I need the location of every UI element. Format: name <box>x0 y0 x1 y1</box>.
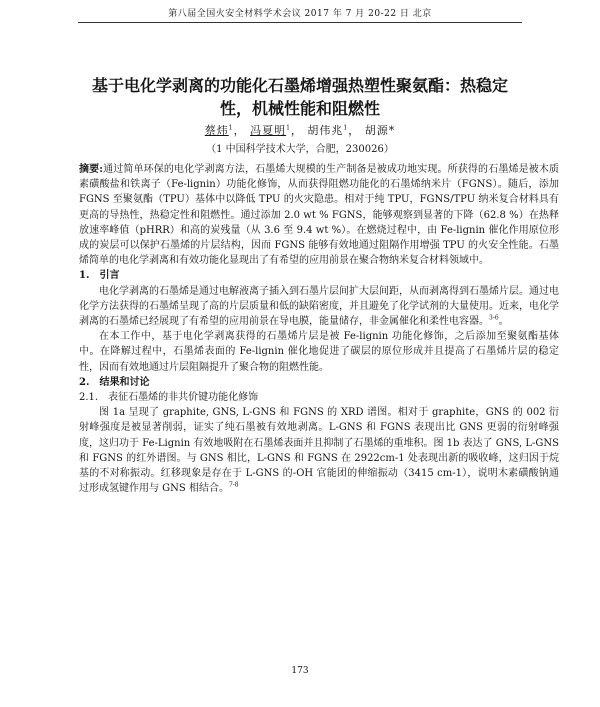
author-affiliation-mark: 1 <box>286 124 291 132</box>
author-name: 蔡炜 <box>204 124 229 137</box>
corresponding-author-mark: * <box>388 124 396 137</box>
author-name: 胡源 <box>364 124 389 137</box>
page-number: 173 <box>291 666 309 676</box>
citation: 3-6 <box>489 314 499 322</box>
running-header: 第八届全国火安全材料学术会议 2017 年 7 月 20-22 日 北京 <box>78 6 522 23</box>
abstract-label: 摘要: <box>79 164 103 175</box>
subsection-heading: 2.1. 表征石墨烯的非共价键功能化修饰 <box>79 392 259 404</box>
author-affiliation-mark: 1 <box>228 124 234 132</box>
intro-paragraph-1: 电化学剥离的石墨烯是通过电解液离子插入到石墨片层间扩大层间距，从而剥离得到石墨烯片层。通过电化学方法获得的石墨烯呈现了高的片层质量和低的缺陷密度，并且避免了化学试剂的大量使用。近来，电化学剥离的石墨烯已经展现了有希望的应用前景在导电膜，能量储存，非金属催化和柔性电容器。$^{3-6}$。 <box>79 285 559 328</box>
author-name: 胡伟兆 <box>307 124 344 137</box>
author-name: 冯夏明 <box>250 124 287 137</box>
paper-body <box>79 162 559 496</box>
abstract-text: 通过简单环保的电化学剥离方法，石墨烯大规模的生产制备是被成功地实现。所获得的石墨烯是被木质素磺酸盐和铁离子（Fe-lignin）功能化修饰，从而获得阻燃功能化的石墨烯纳米片（FGNS）。随后，添加 FGNS 至聚氨酯（TPU）基体中以降低 TPU 的火灾隐患。相对于纯 TPU，FGNS/TPU 纳米复合材料具有更高的导热性，热稳定性和阻燃性。通过添加 2.0 wt % FGNS，能够观察到显著的下降（62.8 %）在热释放速率峰值（pHRR）和高的炭残量（从 3.6 至 9.4 wt %）。在燃烧过程中，由 Fe-lignin 催化作用原位形成的炭层可以保护石墨烯的片层结构，因而 FGNS 能够有效地通过阻隔作用增强 TPU 的火安全性能。石墨烯简单的电化学剥离和有效功能化显现出了有希望的应用前景在聚合物纳米复合材料领域中。 <box>79 164 559 267</box>
intro-paragraph-2: 在本工作中，基于电化学剥离获得的石墨烯片层是被 Fe-lignin 功能化修饰，之后添加至聚氨酯基体中。在降解过程中，石墨烯表面的 Fe-lignin 催化地促进了碳层的原位形成并且提高了石墨烯片层的稳定性，因而有效地通过片层阻隔提升了聚合物的阻燃性能。 <box>79 331 559 373</box>
paper-title: 基于电化学剥离的功能化石墨烯增强热塑性聚氨酯：热稳定性，机械性能和阻燃性 <box>91 76 508 118</box>
section-heading-introduction: 1. 引言 <box>79 270 120 282</box>
citation: 7-8 <box>228 481 239 489</box>
results-paragraph-1: 图 1a 呈现了 graphite, GNS, L-GNS 和 FGNS 的 XRD 谱图。相对于 graphite，GNS 的 002 衍射峰强度是被显著削弱，证实了纯石墨被有效地剥离。L-GNS 和 FGNS 表现出比 GNS 更弱的衍射峰强度，这归功于 Fe-Lignin 有效地吸附在石墨烯表面并且抑制了石墨烯的重堆积。图 1b 表达了 GNS, L-GNS 和 FGNS 的红外谱图。与 GNS 相比，L-GNS 和 FGNS 在 2922cm-1 处表现出新的吸收峰，这归因于烷基的不对称振动。红移现象是存在于 L-GNS 的-OH 官能团的伸缩振动（3415 cm-1），说明木素磺酸钠通过形成氢键作用与 GNS 相结合。$^{7-8}$ <box>79 407 559 495</box>
author-list: 蔡炜$^1$， 冯夏明$^1$， 胡伟兆$^1$， 胡源* <box>204 124 396 137</box>
affiliation: （1 中国科学技术大学，合肥，230026） <box>206 144 394 155</box>
section-heading-results: 2. 结果和讨论 <box>79 376 150 388</box>
abstract <box>79 162 559 268</box>
author-affiliation-mark: 1 <box>343 124 349 132</box>
